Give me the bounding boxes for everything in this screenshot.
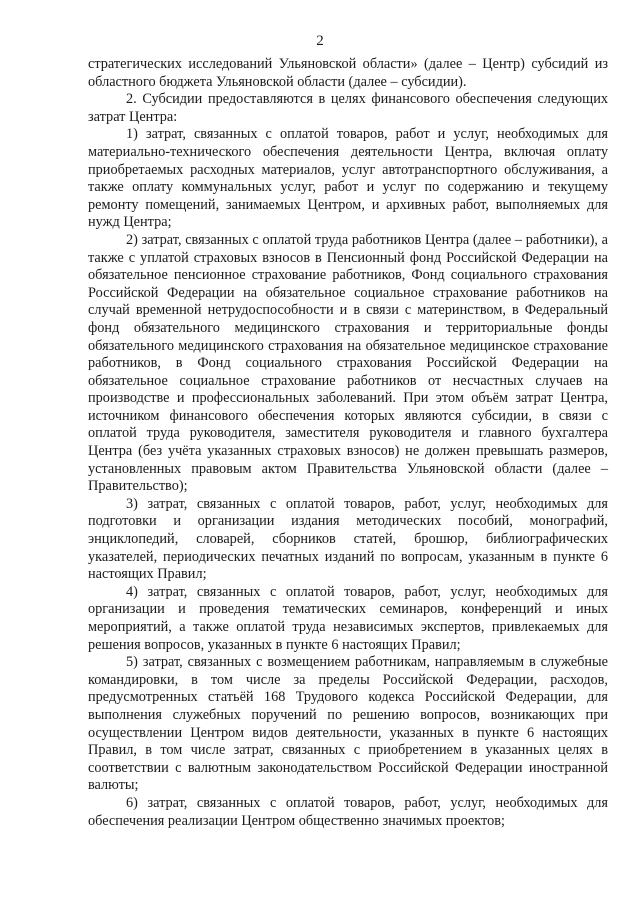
paragraph-subitem-4: 4) затрат, связанных с оплатой товаров, работ, услуг, необходимых для организации и проведения тематических семинаров, конференций и иных мероприятий, а также оплатой труда независимых экспертов, привлекаемых для решения вопросов, указанных в пункте 6 настоящих Правил; — [88, 583, 608, 653]
paragraph-subitem-2: 2) затрат, связанных с оплатой труда работников Центра (далее – работники), а также с уплатой страховых взносов в Пенсионный фонд Российской Федерации на обязательное пенсионное страхование работников, Фонд социального страхования Российской Федерации на обязательное социальное страхование работников на случай временной нетрудоспособности и в связи с материнством, в Федеральный фонд обязательного медицинского страхования и территориальные фонды обязательного медицинского страхования на обязательное медицинское страхование работников, в Фонд социального страхования Российской Федерации на обязательное социальное страхование работников от несчастных случаев на производстве и профессиональных заболеваний. При этом объём затрат Центра, источником финансового обеспечения которых являются субсидии, в связи с оплатой труда руководителя, заместителя руководителя и главного бухгалтера Центра (без учёта указанных страховых взносов) не должен превышать размеров, установленных правовым актом Правительства Ульяновской области (далее – Правительство); — [88, 231, 608, 495]
paragraph-continuation: стратегических исследований Ульяновской области» (далее – Центр) субсидий из областного бюджета Ульяновской области (далее – субсидии). — [88, 56, 608, 90]
paragraph-subitem-6: 6) затрат, связанных с оплатой товаров, работ, услуг, необходимых для обеспечения реализации Центром общественно значимых проектов; — [88, 794, 608, 829]
paragraph-subitem-5: 5) затрат, связанных с возмещением работникам, направляемым в служебные командировки, в том числе за пределы Российской Федерации, расходов, предусмотренных статьёй 168 Трудового кодекса Российской Федерации, для выполнения служебных поручений по решению вопросов, возникающих при осуществлении Центром видов деятельности, указанных в пункте 6 настоящих Правил, в том числе затрат, связанных с приобретением в указанных целях в соответствии с валютным законодательством Российской Федерации иностранной валюты; — [88, 654, 608, 794]
paragraph-subitem-1: 1) затрат, связанных с оплатой товаров, работ и услуг, необходимых для материально-технического обеспечения деятельности Центра, включая оплату приобретаемых расходных материалов, услуг автотранспортного обслуживания, а также оплату коммунальных услуг, работ и услуг по содержанию и текущему ремонту помещений, занимаемых Центром, и архивных работ, выполняемых для нужд Центра; — [88, 126, 608, 231]
paragraph-item-2: 2. Субсидии предоставляются в целях финансового обеспечения следующих затрат Центра: — [88, 91, 608, 125]
document-body — [88, 56, 608, 830]
page-number: 2 — [316, 33, 324, 49]
paragraph-subitem-3: 3) затрат, связанных с оплатой товаров, работ, услуг, необходимых для подготовки и организации издания методических пособий, монографий, энциклопедий, словарей, сборников статей, брошюр, библиографических указателей, периодических печатных изданий по вопросам, указанным в пункте 6 настоящих Правил; — [88, 495, 608, 583]
